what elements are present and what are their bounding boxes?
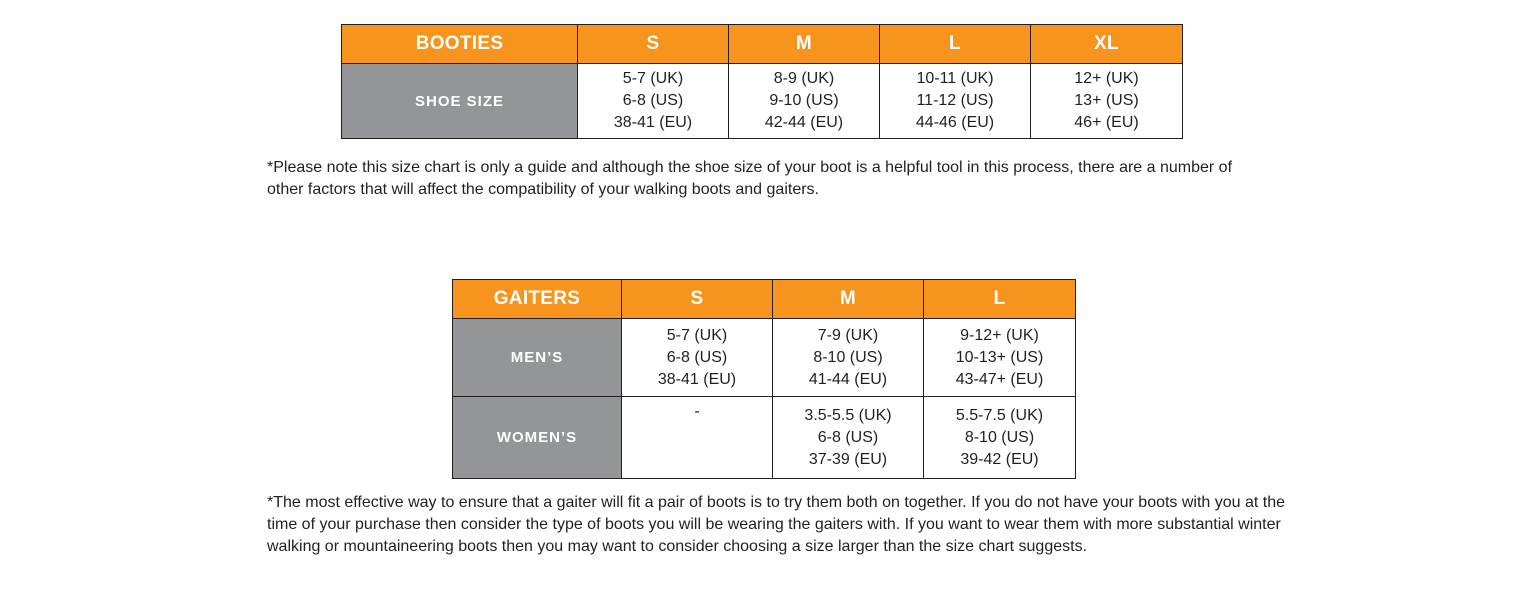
size-us: 6-8 (US) (666, 348, 728, 366)
size-us: 8-10 (US) (964, 428, 1035, 446)
booties-cell-m (729, 64, 880, 139)
gaiters-header-title: GAITERS (453, 280, 622, 319)
size-us: 8-10 (US) (813, 348, 883, 366)
size-eu: 43-47+ (EU) (955, 370, 1044, 388)
size-eu: 37-39 (EU) (808, 450, 888, 468)
size-us: 6-8 (US) (817, 428, 879, 446)
booties-cell-xl (1031, 64, 1183, 139)
size-eu: 38-41 (EU) (613, 114, 693, 131)
size-uk: 7-9 (UK) (817, 326, 879, 344)
size-us: 13+ (US) (1074, 92, 1139, 109)
booties-header-size-l: L (880, 25, 1031, 64)
gaiters-womens-cell-l (924, 397, 1076, 479)
size-us: 6-8 (US) (622, 92, 684, 109)
gaiters-mens-cell-m (773, 319, 924, 397)
gaiters-row-label-mens: MEN’S (453, 319, 622, 397)
gaiters-mens-row (453, 319, 1076, 397)
booties-header-size-s: S (578, 25, 729, 64)
gaiters-header-row (453, 280, 1076, 319)
size-uk: 3.5-5.5 (UK) (804, 406, 892, 424)
gaiters-mens-cell-l (924, 319, 1076, 397)
size-uk: 8-9 (UK) (773, 70, 835, 87)
booties-cell-l (880, 64, 1031, 139)
gaiters-size-table (452, 279, 1076, 479)
size-unavailable: - (694, 403, 700, 420)
booties-size-table (341, 24, 1183, 139)
gaiters-header-size-s: S (622, 280, 773, 319)
booties-header-size-m: M (729, 25, 880, 64)
gaiters-row-label-womens: WOMEN’S (453, 397, 622, 479)
gaiters-size-note: *The most effective way to ensure that a gaiter will fit a pair of boots is to try them both on together. If you do not have your boots with you at the time of your purchase then consider the type of boots you will be wearing the gaiters with. If you want to wear them with more substantial winter walking or mountaineering boots then you may want to consider choosing a size larger than the size chart suggests. (267, 494, 1286, 555)
gaiters-womens-cell-m (773, 397, 924, 479)
booties-shoe-size-row (342, 64, 1183, 139)
size-uk: 10-11 (UK) (916, 70, 994, 87)
size-us: 11-12 (US) (916, 92, 994, 109)
gaiters-header-size-l: L (924, 280, 1076, 319)
size-eu: 41-44 (EU) (808, 370, 888, 388)
size-uk: 5-7 (UK) (666, 326, 728, 344)
booties-header-size-xl: XL (1031, 25, 1183, 64)
size-us: 9-10 (US) (769, 92, 839, 109)
booties-header-row (342, 25, 1183, 64)
gaiters-womens-cell-s (622, 397, 773, 479)
size-eu: 44-46 (EU) (915, 114, 995, 131)
size-us: 10-13+ (US) (955, 348, 1044, 366)
booties-header-title: BOOTIES (342, 25, 578, 64)
gaiters-mens-cell-s (622, 319, 773, 397)
size-uk: 5-7 (UK) (622, 70, 684, 87)
booties-cell-s (578, 64, 729, 139)
size-eu: 38-41 (EU) (657, 370, 737, 388)
booties-row-label-shoe-size: SHOE SIZE (342, 64, 578, 139)
gaiters-womens-row (453, 397, 1076, 479)
size-uk: 12+ (UK) (1074, 70, 1139, 87)
gaiters-header-size-m: M (773, 280, 924, 319)
booties-size-note: *Please note this size chart is only a guide and although the shoe size of your boot is a helpful tool in this process, there are a number of other factors that will affect the compatibility of your walking boots and gaiters. (267, 159, 1233, 198)
size-eu: 46+ (EU) (1074, 114, 1139, 131)
size-eu: 42-44 (EU) (764, 114, 844, 131)
size-uk: 9-12+ (UK) (960, 326, 1039, 344)
size-eu: 39-42 (EU) (960, 450, 1039, 468)
size-uk: 5.5-7.5 (UK) (955, 406, 1044, 424)
